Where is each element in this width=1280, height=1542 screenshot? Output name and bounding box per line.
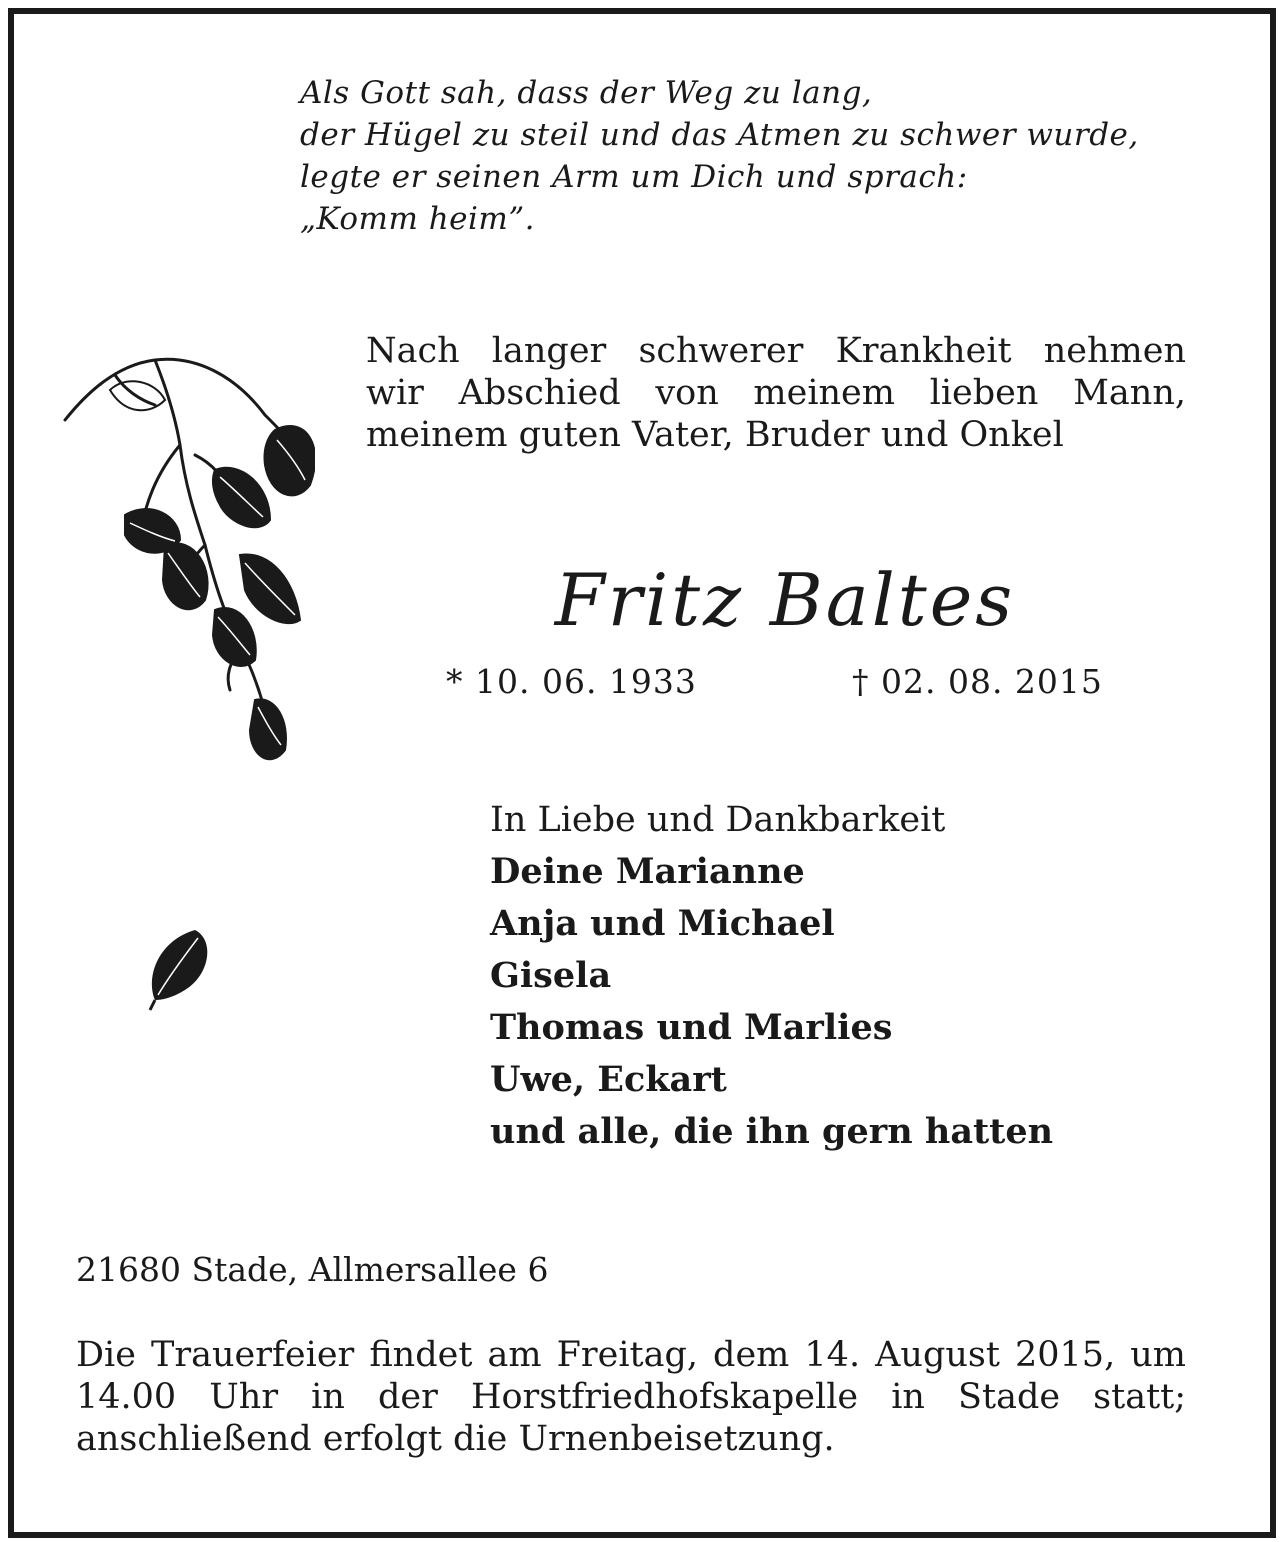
announcement-line: Nach langer schwerer Krankheit nehmen — [366, 331, 1186, 371]
deceased-name: Fritz Baltes — [554, 558, 1016, 642]
mourner-name: Anja und Michael — [490, 903, 835, 944]
birth-date: * 10. 06. 1933 — [446, 662, 697, 701]
death-date: † 02. 08. 2015 — [852, 662, 1103, 701]
mourner-name: Uwe, Eckart — [490, 1059, 727, 1100]
falling-leaf-icon — [140, 920, 220, 1020]
funeral-details: Die Trauerfeier findet am Freitag, dem 14. August 2015, um 14.00 Uhr in der Horstfriedhofskapelle in Stade statt; anschließend erfolgt die Urnenbeisetzung. — [76, 1335, 1186, 1459]
mourner-name: und alle, die ihn gern hatten — [490, 1111, 1054, 1152]
poem-line: legte er seinen Arm um Dich und sprach: — [300, 159, 968, 195]
announcement-line: meinem guten Vater, Bruder und Onkel — [366, 415, 1064, 455]
mourner-name: Gisela — [490, 955, 612, 996]
poem-line: der Hügel zu steil und das Atmen zu schwer wurde, — [300, 117, 1139, 153]
mourner-name: Deine Marianne — [490, 851, 805, 892]
poem-line: Als Gott sah, dass der Weg zu lang, — [300, 75, 873, 111]
memorial-poem — [300, 72, 1220, 240]
family-address: 21680 Stade, Allmersallee 6 — [76, 1250, 549, 1289]
announcement-line: wir Abschied von meinem lieben Mann, — [366, 373, 1186, 413]
mourner-name: Thomas und Marlies — [490, 1007, 893, 1048]
leafy-branch-icon — [55, 345, 315, 785]
mourners-block — [490, 794, 1053, 1158]
announcement-text — [366, 330, 1186, 456]
signoff-heading: In Liebe und Dankbarkeit — [490, 800, 946, 840]
poem-line: „Komm heim”. — [300, 201, 536, 237]
